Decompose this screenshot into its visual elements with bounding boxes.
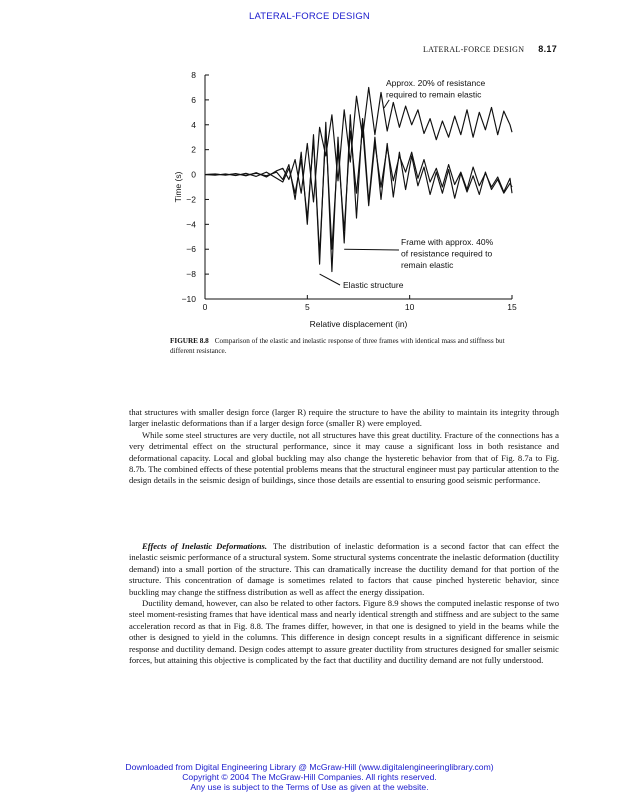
paragraph-2: While some steel structures are very ductile, not all structures have this great ductility. Fracture of the connections has a very detrimental effect on the structural performance, since it may cause a significant loss in both resistance and deformational capacity. Local and global buckling may also change the hysteretic behavior from that of Fig. 8.7a to Fig. 8.7b. The combined effects of these potential problems means that the structural engineer must pay particular attention to the design details in the seismic design of buildings, since those details are essential to ensuring good seismic performance. [129, 429, 559, 486]
footer-line-3: Any use is subject to the Terms of Use as given at the website. [190, 782, 429, 792]
x-axis-label: Relative displacement (in) [309, 319, 408, 329]
y-tick-label: −2 [186, 194, 196, 205]
y-tick-label: −8 [186, 269, 196, 280]
paragraph-3-text: The distribution of inelastic deformation is a second factor that can effect the inelastic seismic performance of a structural system. Some structural systems concentrate the inelastic deformation (ductility demand) into a small portion of the structure. This can dramatically increase the ductility demand for that portion of the structure. This concentration of damage is sometimes related to factors that cause pinched hysteretic behavior, since buckling may change the stiffness distribution as well as affect the energy dissipation. [129, 541, 559, 597]
paragraph-3 [129, 541, 559, 598]
y-tick-label: −10 [181, 294, 196, 304]
x-tick-label: 5 [304, 302, 310, 312]
body-text-top [129, 407, 559, 487]
y-axis-label: Time (s) [173, 171, 183, 203]
running-head [423, 44, 557, 54]
y-tick-label: −6 [186, 244, 196, 255]
annotation-text: of resistance required to [401, 248, 493, 259]
x-tick-label: 10 [404, 302, 415, 312]
annotation-1 [384, 78, 485, 108]
y-tick-label: −4 [186, 219, 196, 230]
figure-caption [170, 336, 515, 356]
paragraph-4: Ductility demand, however, can also be related to other factors. Figure 8.9 shows the computed inelastic response of two steel moment-resisting frames that have identical mass and nearly identical strength and stiffness and are subject to the same acceleration record as that in Fig. 8.8. The frames differ, however, in that one is designed to yield in the beams while the other is designed to yield in the columns. This difference in design concept results in a significant difference in seismic response and ductility demand. Design codes attempt to assure greater ductility from structures designed for smaller seismic forces, but attaining this objective is complicated by the fact that ductility and ductility demand are not fully understood. [129, 598, 559, 666]
figure-label: FIGURE 8.8 [170, 337, 209, 345]
annotation-text: required to remain elastic [386, 89, 482, 100]
footer-line-1[interactable]: Downloaded from Digital Engineering Library @ McGraw-Hill (www.digitalengineeringlibrary.com) [125, 762, 494, 772]
y-tick-label: 8 [191, 70, 196, 80]
section-heading: Effects of Inelastic Deformations. [142, 541, 267, 551]
annotation-text: Approx. 20% of resistance [386, 78, 486, 88]
y-tick-label: 2 [191, 144, 196, 155]
y-tick-label: 6 [191, 94, 196, 105]
download-footer[interactable] [0, 762, 619, 792]
y-tick-label: 0 [191, 169, 196, 180]
body-text-bottom [129, 541, 559, 666]
annotation-leader [320, 274, 340, 285]
annotation-leader [384, 100, 389, 108]
paragraph-1: that structures with smaller design force (larger R) require the structure to have the ability to maintain its integrity through larger inelastic deformations than if a larger design force (smaller R) were employed. [129, 407, 559, 429]
running-head-title: LATERAL-FORCE DESIGN [422, 45, 525, 54]
footer-line-2: Copyright © 2004 The McGraw-Hill Companies. All rights reserved. [182, 772, 437, 782]
x-tick-label: 0 [202, 302, 208, 312]
annotation-3 [320, 274, 404, 290]
annotation-2 [344, 237, 493, 270]
page-number: 8.17 [538, 44, 557, 54]
annotation-text: Frame with approx. 40% [401, 237, 494, 247]
figure-caption-text: Comparison of the elastic and inelastic response of three frames with identical mass and stiffness but different resistance. [170, 337, 505, 355]
annotation-leader [344, 249, 399, 250]
annotation-text: Elastic structure [343, 280, 404, 290]
figure-chart [155, 62, 525, 332]
annotation-text: remain elastic [401, 260, 454, 270]
page-banner[interactable]: LATERAL-FORCE DESIGN [248, 11, 370, 22]
y-tick-label: 4 [191, 119, 196, 130]
x-tick-label: 15 [507, 302, 517, 312]
